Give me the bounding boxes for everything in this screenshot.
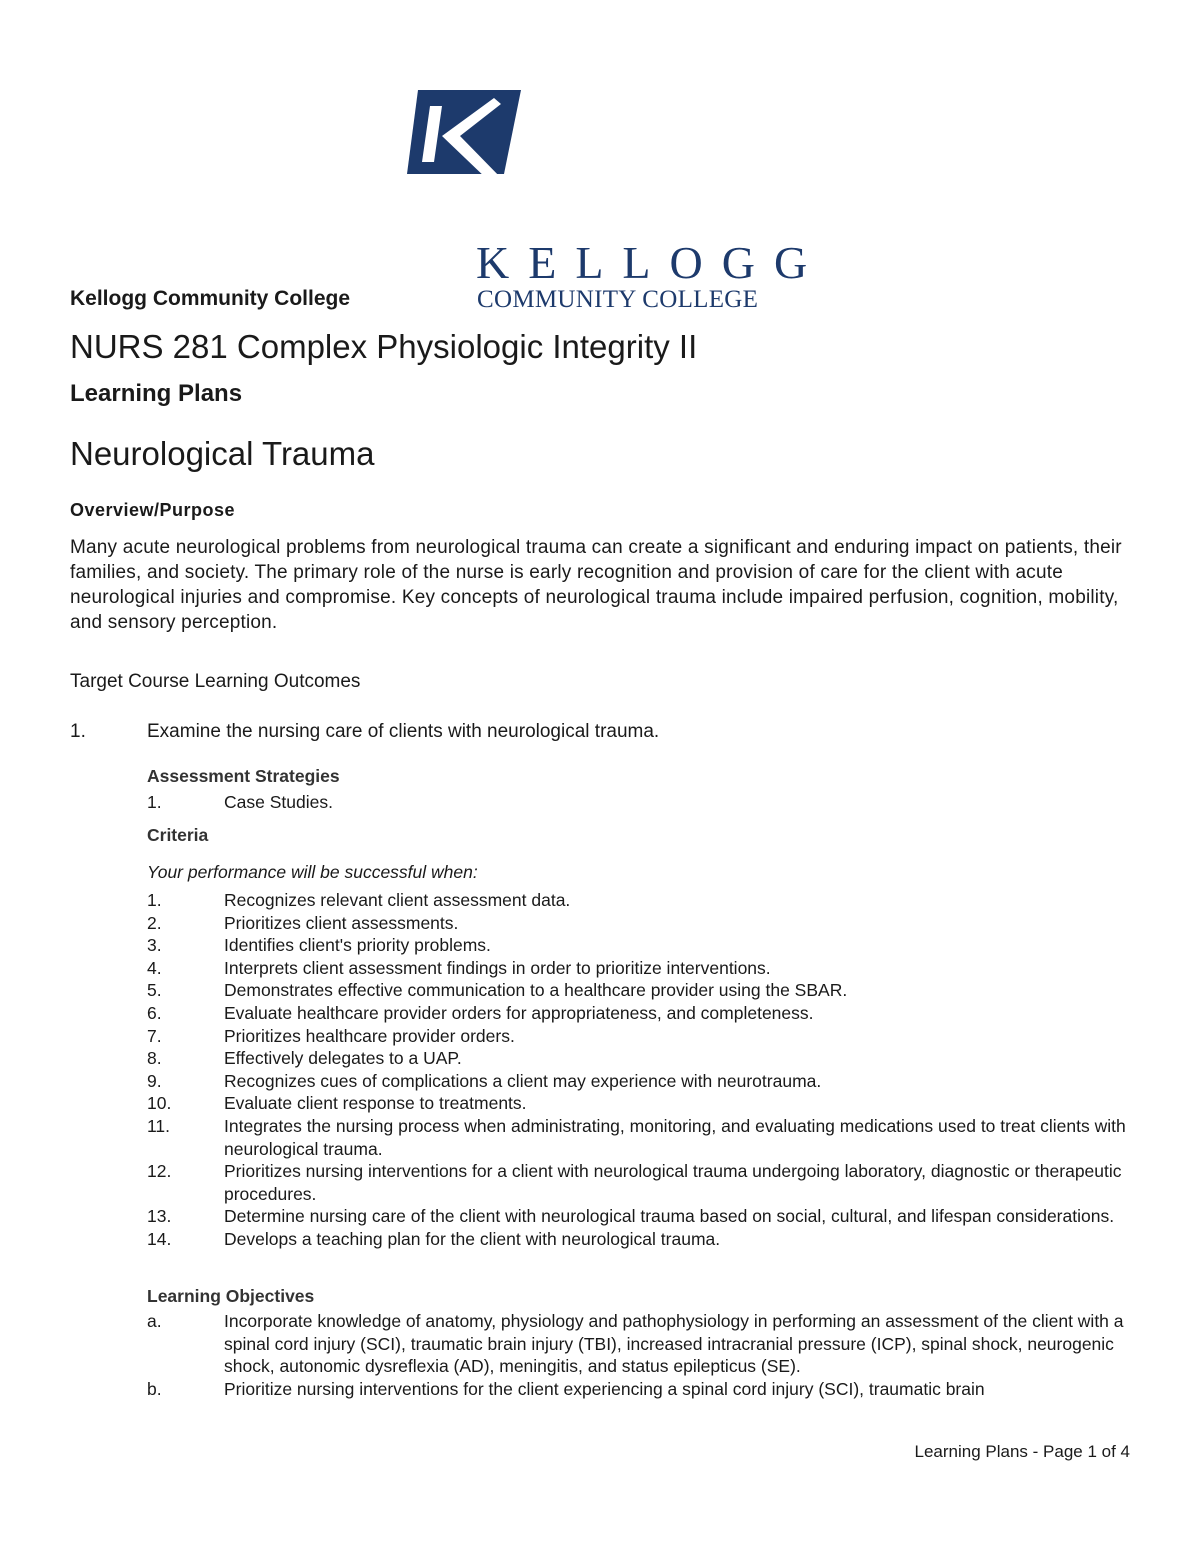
list-item-number: 14. xyxy=(147,1228,172,1249)
college-logo xyxy=(404,88,827,313)
list-item xyxy=(147,889,1132,912)
list-item-text: Case Studies. xyxy=(224,792,333,812)
list-item xyxy=(147,1047,1132,1070)
list-item-number: 2. xyxy=(147,912,162,933)
list-item-number: 1. xyxy=(147,792,162,812)
list-item xyxy=(147,791,333,814)
list-item-letter: a. xyxy=(147,1311,162,1331)
list-item xyxy=(147,1228,1132,1251)
list-item-number: 8. xyxy=(147,1048,162,1069)
list-item-number: 10. xyxy=(147,1093,172,1114)
list-item xyxy=(147,1002,1132,1025)
list-item xyxy=(147,1205,1132,1228)
list-item-text: Recognizes relevant client assessment data. xyxy=(224,890,571,910)
criteria-list xyxy=(147,889,1132,1251)
list-item-number: 7. xyxy=(147,1025,162,1046)
list-item xyxy=(147,1092,1132,1115)
page-footer: Learning Plans - Page 1 of 4 xyxy=(914,1442,1130,1461)
list-item-text: Prioritize nursing interventions for the client experiencing a spinal cord injury (SCI), traumatic brain xyxy=(224,1378,985,1399)
list-item-number: 3. xyxy=(147,935,162,956)
list-item-text: Recognizes cues of complications a client may experience with neurotrauma. xyxy=(224,1070,822,1091)
assessment-heading: Assessment Strategies xyxy=(147,766,340,786)
college-name: Kellogg Community College xyxy=(70,287,351,310)
list-item xyxy=(147,1115,1132,1160)
list-item-text: Integrates the nursing process when administrating, monitoring, and evaluating medications used to treat clients with neurological trauma. xyxy=(224,1115,1126,1159)
list-item xyxy=(147,1310,1132,1378)
list-item xyxy=(147,1070,1132,1093)
list-item-text: Incorporate knowledge of anatomy, physiology and pathophysiology in performing an assessment of the client with a spinal cord injury (SCI), traumatic brain injury (TBI), increased intracranial pressure (ICP), spinal shock, neurogenic shock, autonomic dysreflexia (AD), meningitis, and status epilepticus (SE). xyxy=(224,1311,1124,1377)
outcomes-heading: Target Course Learning Outcomes xyxy=(70,671,361,692)
list-item-letter: b. xyxy=(147,1378,162,1399)
list-item-text: Determine nursing care of the client with neurological trauma based on social, cultural, and lifespan considerations. xyxy=(224,1206,1115,1227)
section-title: Learning Plans xyxy=(70,380,243,407)
list-item-text: Identifies client's priority problems. xyxy=(224,935,491,956)
kcc-k-mark-icon xyxy=(404,88,524,183)
list-item xyxy=(147,957,1132,980)
list-item-text: Evaluate client response to treatments. xyxy=(224,1093,527,1114)
logo-wordmark: KELLOGG xyxy=(476,237,827,288)
list-item xyxy=(147,1025,1132,1048)
list-item xyxy=(147,934,1132,957)
list-item-text: Demonstrates effective communication to a healthcare provider using the SBAR. xyxy=(224,980,848,1001)
list-item-text: Develops a teaching plan for the client with neurological trauma. xyxy=(224,1228,721,1249)
objectives-list xyxy=(147,1310,1132,1400)
list-item-number: 1. xyxy=(147,890,162,910)
list-item-text: Prioritizes client assessments. xyxy=(224,912,459,933)
assessment-list xyxy=(147,791,333,814)
overview-heading: Overview/Purpose xyxy=(70,500,236,520)
list-item-number: 9. xyxy=(147,1070,162,1091)
outcome-text: Examine the nursing care of clients with neurological trauma. xyxy=(147,721,660,742)
list-item xyxy=(147,1160,1132,1205)
list-item-number: 11. xyxy=(147,1115,171,1136)
objectives-heading: Learning Objectives xyxy=(147,1286,315,1306)
topic-title: Neurological Trauma xyxy=(70,435,375,472)
list-item-number: 6. xyxy=(147,1002,162,1023)
criteria-heading: Criteria xyxy=(147,825,209,845)
list-item-text: Evaluate healthcare provider orders for appropriateness, and completeness. xyxy=(224,1002,814,1023)
logo-subtitle: COMMUNITY COLLEGE xyxy=(477,286,759,313)
list-item xyxy=(147,912,1132,935)
overview-paragraph: Many acute neurological problems from neurological trauma can create a significant and enduring impact on patients, their families, and society. The primary role of the nurse is early recognition and provision of care for the client with acute neurological injuries and compromise. Key concepts of neurological trauma include impaired perfusion, cognition, mobility, and sensory perception. xyxy=(70,537,1122,633)
course-title: NURS 281 Complex Physiologic Integrity II xyxy=(70,328,698,365)
list-item-number: 12. xyxy=(147,1161,172,1182)
list-item-number: 5. xyxy=(147,980,162,1001)
list-item-text: Prioritizes nursing interventions for a client with neurological trauma undergoing laboratory, diagnostic or therapeutic procedures. xyxy=(224,1161,1122,1204)
list-item-number: 4. xyxy=(147,957,162,978)
list-item-number: 13. xyxy=(147,1206,172,1227)
criteria-intro: Your performance will be successful when: xyxy=(147,862,478,882)
list-item-text: Prioritizes healthcare provider orders. xyxy=(224,1025,515,1046)
list-item-text: Effectively delegates to a UAP. xyxy=(224,1048,462,1069)
list-item xyxy=(147,979,1132,1002)
list-item-text: Interprets client assessment findings in order to prioritize interventions. xyxy=(224,957,771,978)
outcome-number: 1. xyxy=(70,721,86,742)
list-item xyxy=(147,1378,1132,1401)
